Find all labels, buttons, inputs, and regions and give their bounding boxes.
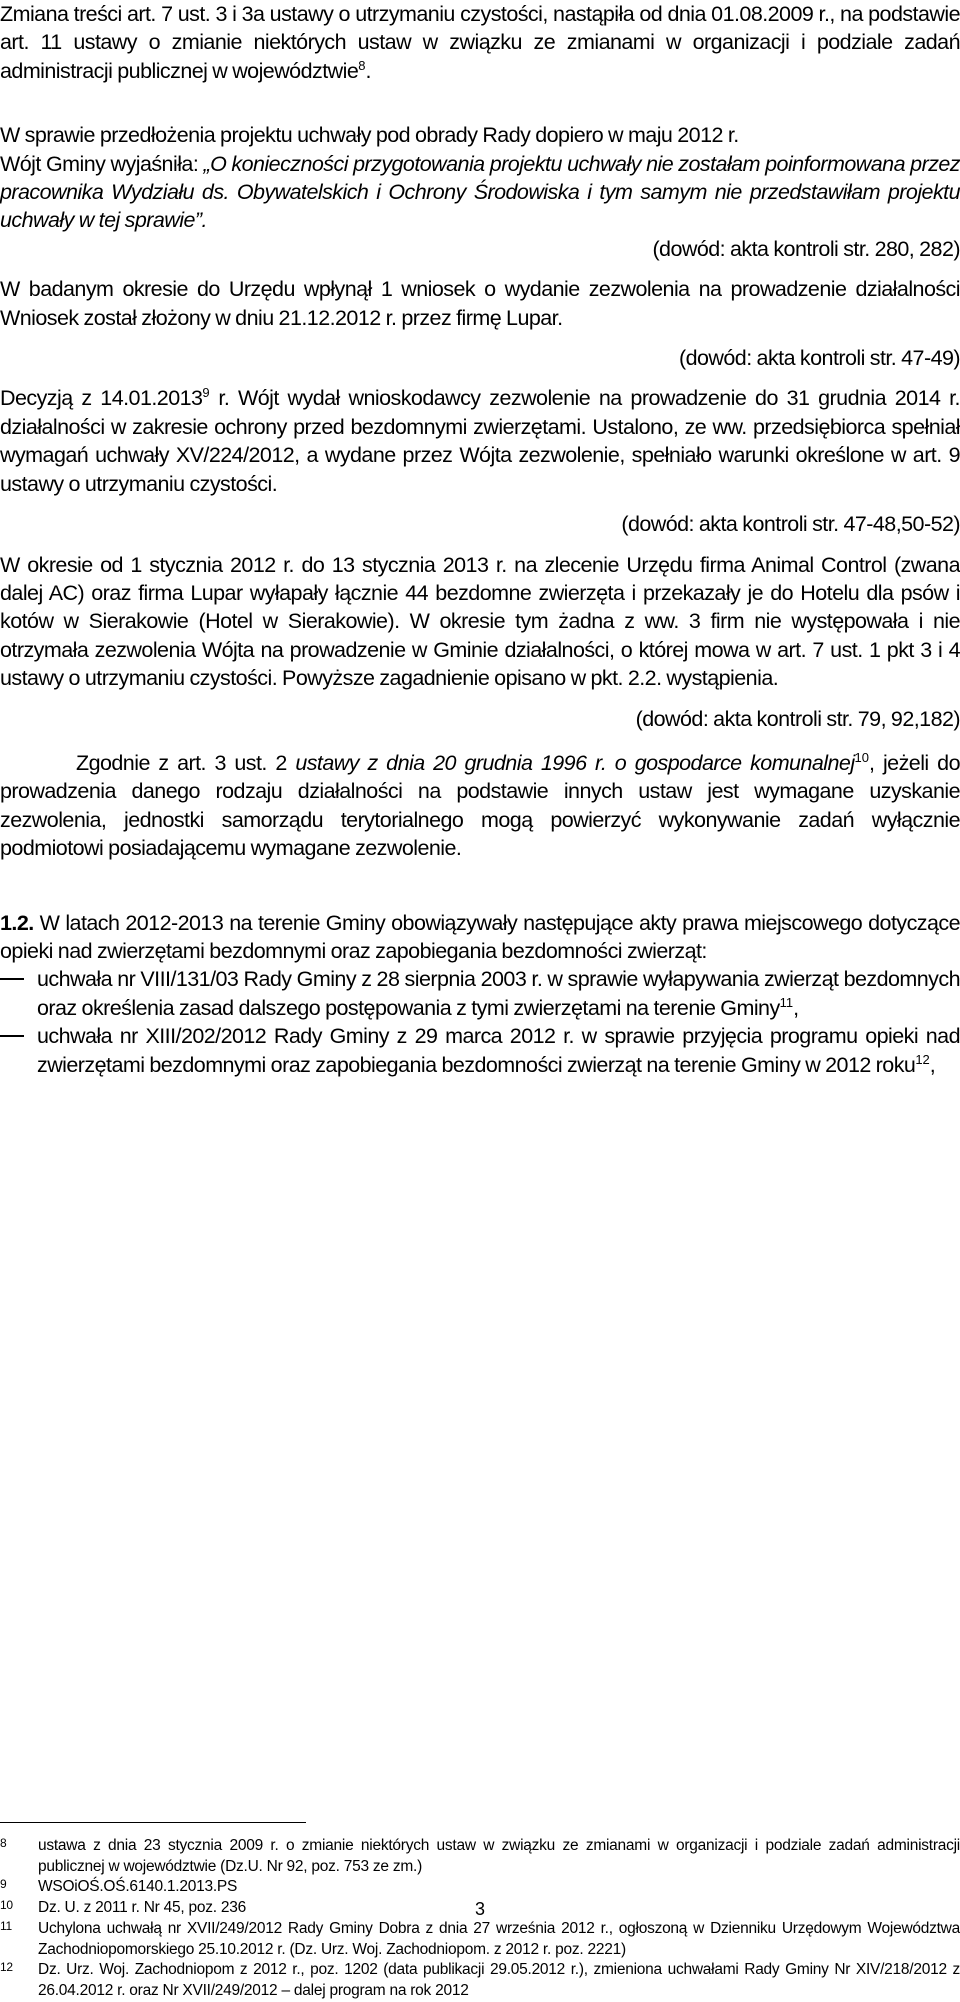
- footnote-ref-11: 11: [779, 994, 794, 1010]
- section-1-2: [0, 909, 960, 966]
- section-number: 1.2.: [0, 910, 34, 935]
- paragraph-resolution-draft: W sprawie przedłożenia projektu uchwały pod obrady Rady dopiero w maju 2012 r.: [0, 123, 739, 148]
- evidence-reference-4: (dowód: akta kontroli str. 79, 92,182): [635, 706, 960, 731]
- paragraph-text: Zmiana treści art. 7 ust. 3 i 3a ustawy o utrzymaniu czystości, nastąpiła od dnia 01.08.2009 r., na podstawie art. 11 ustawy o zmianie niektórych ustaw w związku ze zmianami w organizacji i podziale zadań administracji publicznej w województwie: [0, 2, 960, 83]
- footnote-text: Uchylona uchwałą nr XVII/249/2012 Rady Gminy Dobra z dnia 27 września 2012 r., ogłoszoną w Dzienniku Urzędowym Województwa Zachodniopomorskiego 25.10.2012 r. (Dz. Urz. Woj. Zachodniopom. z 2012 r. poz. 2221): [38, 1919, 960, 1958]
- list-item-text: uchwała nr XIII/202/2012 Rady Gminy z 29 marca 2012 r. w sprawie przyjęcia programu opieki nad zwierzętami bezdomnymi oraz zapobiegania bezdomności zwierząt na terenie Gminy w 2012 roku: [37, 1024, 960, 1077]
- list-item: [0, 1022, 960, 1079]
- quote-italic: „O konieczności przygotowania projektu uchwały nie zostałam poinformowana przez pracownika Wydziału ds. Obywatelskich i Ochrony Środowiska i tym samym nie przedstawiłam projektu uchwały w tej sprawie”.: [0, 151, 960, 233]
- page-number: 3: [474, 1899, 485, 1919]
- list-item: [0, 965, 960, 1022]
- paragraph-wojt-explanation: [0, 150, 960, 235]
- evidence-reference-2: (dowód: akta kontroli str. 47-49): [679, 346, 960, 371]
- paragraph-municipal-law: [0, 749, 960, 863]
- footnote-text: ustawa z dnia 23 stycznia 2009 r. o zmianie niektórych ustaw w związku ze zmianami w organizacji i podziale zadań administracji publicznej w województwie (Dz.U. Nr 92, poz. 753 ze zm.): [38, 1837, 960, 1875]
- section-text: W latach 2012-2013 na terenie Gminy obowiązywały następujące akty prawa miejscowego dotyczące opieki nad zwierzętami bezdomnymi oraz zapobiegania bezdomności zwierząt:: [0, 910, 960, 963]
- paragraph-text-end: r. Wójt wydał wnioskodawcy zezwolenie na prowadzenie do 31 grudnia 2014 r. działalności w zakresie ochrony przed bezdomnymi zwierzętami. Ustalono, ze ww. przedsiębiorca spełniał wymagań uchwały XV/224/2012, a wydane przez Wójta zezwolenie, spełniało warunki określone w art. 9 ustawy o utrzymaniu czystości.: [0, 386, 960, 496]
- evidence-reference-1: (dowód: akta kontroli str. 280, 282): [652, 236, 960, 261]
- paragraph-decision: [0, 384, 960, 498]
- footnote: [0, 1919, 960, 1960]
- evidence-reference-3: (dowód: akta kontroli str. 47-48,50-52): [621, 512, 960, 537]
- footnote: [0, 1877, 960, 1898]
- paragraph-application: W badanym okresie do Urzędu wpłynął 1 wniosek o wydanie zezwolenia na prowadzenie działalności Wniosek został złożony w dniu 21.12.2012 r. przez firmę Lupar.: [0, 277, 960, 330]
- paragraph-text: Zgodnie z art. 3 ust. 2: [76, 750, 296, 775]
- list-item-text: uchwała nr VIII/131/03 Rady Gminy z 28 sierpnia 2003 r. w sprawie wyłapywania zwierząt bezdomnych oraz określenia zasad dalszego postępowania z tymi zwierzętami na terenie Gminy: [37, 967, 960, 1020]
- list-item-end: ,: [793, 995, 799, 1020]
- paragraph-text-end: , jeżeli do prowadzenia danego rodzaju działalności na podstawie innych ustaw jest wymagane uzyskanie zezwolenia, jednostki samorządu terytorialnego mogą powierzyć wykonywanie zadań wyłącznie podmiotowi posiadającemu wymagane zezwolenie.: [0, 750, 960, 861]
- list-item-end: ,: [929, 1052, 936, 1077]
- footnote: [0, 1960, 960, 2001]
- footnote-separator: [0, 1822, 306, 1823]
- act-title-italic: ustawy z dnia 20 grudnia 1996 r. o gospodarce komunalnej: [295, 750, 855, 775]
- footnote-text: WSOiOŚ.OŚ.6140.1.2013.PS: [38, 1878, 238, 1896]
- footnote-ref-12: 12: [915, 1051, 930, 1067]
- footnote-number: 10: [0, 1898, 13, 1913]
- dash-bullet-icon: [0, 1035, 24, 1037]
- footnote-number: 12: [0, 1960, 13, 1975]
- paragraph-animal-capture: W okresie od 1 stycznia 2012 r. do 13 stycznia 2013 r. na zlecenie Urzędu firma Animal Control (zwana dalej AC) oraz firma Lupar wyłapały łącznie 44 bezdomne zwierzęta i przekazały je do Hotelu dla psów i kotów w Sierakowie (Hotel w Sierakowie). W okresie tym żadna z ww. 3 firm nie występowała i nie otrzymała zezwolenia Wójta na prowadzenie w Gminie działalności, o której mowa w art. 7 ust. 1 pkt 3 i 4 ustawy o utrzymaniu czystości. Powyższe zagadnienie opisano w pkt. 2.2. wystąpienia.: [0, 552, 960, 691]
- footnote-ref-8: 8: [358, 57, 366, 73]
- footnote-ref-9: 9: [202, 385, 210, 401]
- footnote-number: 9: [0, 1877, 7, 1892]
- footnote-ref-10: 10: [854, 749, 870, 765]
- footnote-number: 11: [0, 1918, 12, 1933]
- footnote-text: Dz. Urz. Woj. Zachodniopom z 2012 r., poz. 1202 (data publikacji 29.05.2012 r.), zmieniona uchwałami Rady Gminy Nr XIV/218/2012 z 26.04.2012 r. oraz Nr XVII/249/2012 – dalej program na rok 2012: [38, 1961, 960, 1999]
- footnote-text: Dz. U. z 2011 r. Nr 45, poz. 236: [38, 1899, 246, 1917]
- paragraph-legal-change: [0, 0, 960, 85]
- footnote: [0, 1836, 960, 1877]
- paragraph-text-end: .: [365, 58, 371, 83]
- resolutions-list: [0, 965, 960, 1079]
- footnote-number: 8: [0, 1836, 7, 1850]
- paragraph-text: Wójt Gminy wyjaśniła:: [0, 151, 204, 176]
- paragraph-text: Decyzją z 14.01.2013: [0, 386, 203, 411]
- dash-bullet-icon: [0, 978, 24, 980]
